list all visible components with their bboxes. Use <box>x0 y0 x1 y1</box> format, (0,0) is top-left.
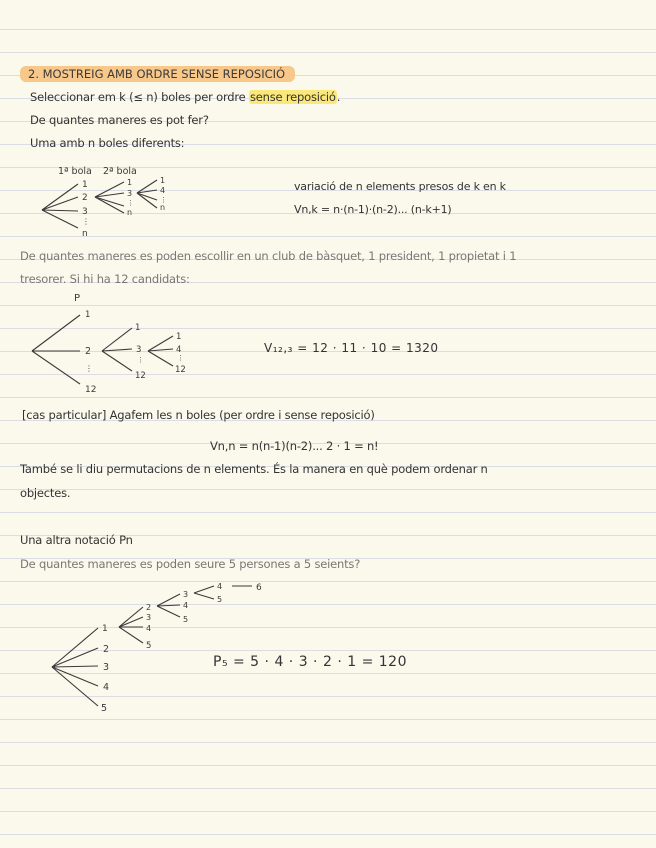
tree3-c3-2: 5 <box>183 615 189 624</box>
tree3-c3-1: 4 <box>183 601 189 610</box>
tree2-c2-3: 12 <box>135 371 146 381</box>
tree2-c2-1: 3 <box>136 345 142 355</box>
particular-case-line: [cas particular] Agafem les n boles (per ordre i sense reposició) <box>22 408 375 422</box>
tree1-c2-3: n <box>127 208 133 217</box>
tree2-formula: V₁₂,₃ = 12 · 11 · 10 = 1320 <box>264 341 439 355</box>
section-title: 2. MOSTREIG AMB ORDRE SENSE REPOSICIÓ <box>20 66 295 82</box>
tree1-c3-2: ⋮ <box>160 196 167 204</box>
example2-line: De quantes maneres es poden seure 5 persones a 5 seients? <box>20 557 361 571</box>
tree1-c1-0: 1 <box>82 180 88 190</box>
tree1-c1-1: 2 <box>82 193 88 203</box>
intro-line-3: Uma amb n boles diferents: <box>30 136 185 150</box>
tree2-c1-3: 12 <box>85 385 97 395</box>
tree2-c3-2: ⋮ <box>177 354 184 362</box>
tree2-c3-1: 4 <box>176 345 182 355</box>
example1-line-2: tresorer. Si hi ha 12 candidats: <box>20 272 190 286</box>
tree1-label-first: 1ª bola <box>58 166 92 177</box>
variation-text: variació de n elements presos de k en k <box>294 180 506 193</box>
tree1-c1-4: n <box>82 229 88 239</box>
tree1-c3-1: 4 <box>160 186 166 195</box>
tree2-c1-2: ⋮ <box>85 364 93 373</box>
tree3-c1-4: 5 <box>101 703 108 714</box>
tree1-c2-2: ⋮ <box>127 199 134 207</box>
tree3-c4-0: 4 <box>217 582 223 591</box>
intro-line-1-end: . <box>336 90 341 104</box>
intro-line-2: De quantes maneres es pot fer? <box>30 113 209 127</box>
tree1-c2-0: 1 <box>127 178 133 187</box>
tree1-c3-0: 1 <box>160 176 166 185</box>
intro-line-1-text: Seleccionar em k (≤ n) boles per ordre <box>30 90 249 104</box>
tree3-c5-0: 6 <box>256 583 262 593</box>
tree3-c2-1: 3 <box>146 613 152 622</box>
tree3-c1-1: 2 <box>103 644 110 655</box>
tree1-c2-1: 3 <box>127 189 133 198</box>
tree2-c1-0: 1 <box>85 310 91 320</box>
tree2-c3-0: 1 <box>176 332 182 342</box>
tree3-c2-3: 5 <box>146 641 152 651</box>
particular-line-2: També se li diu permutacions de n elements. És la manera en què podem ordenar n <box>20 462 488 476</box>
tree3-c1-0: 1 <box>102 624 108 634</box>
tree3-formula: P₅ = 5 · 4 · 3 · 2 · 1 = 120 <box>213 654 407 670</box>
particular-line-3: objectes. <box>20 486 71 500</box>
tree3-c2-0: 2 <box>146 603 152 612</box>
highlight-sense-reposicio: sense reposició <box>249 90 336 104</box>
notation-line: Una altra notació Pn <box>20 533 133 547</box>
tree2-c3-3: 12 <box>175 365 186 375</box>
tree3-c1-3: 4 <box>103 682 110 693</box>
tree1-c1-2: 3 <box>82 207 88 217</box>
example1-line-1: De quantes maneres es poden escollir en un club de bàsquet, 1 president, 1 propietat i 1 <box>20 249 517 263</box>
tree3-c1-2: 3 <box>103 662 110 673</box>
tree3-c3-0: 3 <box>183 590 189 599</box>
variation-formula: Vn,k = n·(n-1)·(n-2)... (n-k+1) <box>294 203 452 216</box>
tree1-c1-3: ⋮ <box>82 217 90 226</box>
tree1-c3-3: n <box>160 203 166 212</box>
tree2-c2-0: 1 <box>135 323 141 333</box>
tree2-c2-2: ⋮ <box>137 356 144 364</box>
tree3-c2-2: 4 <box>146 624 152 633</box>
tree1-label-second: 2ª bola <box>103 166 137 177</box>
tree2-c1-1: 2 <box>85 346 92 357</box>
permutation-formula: Vn,n = n(n-1)(n-2)... 2 · 1 = n! <box>210 439 379 453</box>
tree2-label-top: P <box>74 293 81 304</box>
tree3-c4-1: 5 <box>217 595 223 604</box>
